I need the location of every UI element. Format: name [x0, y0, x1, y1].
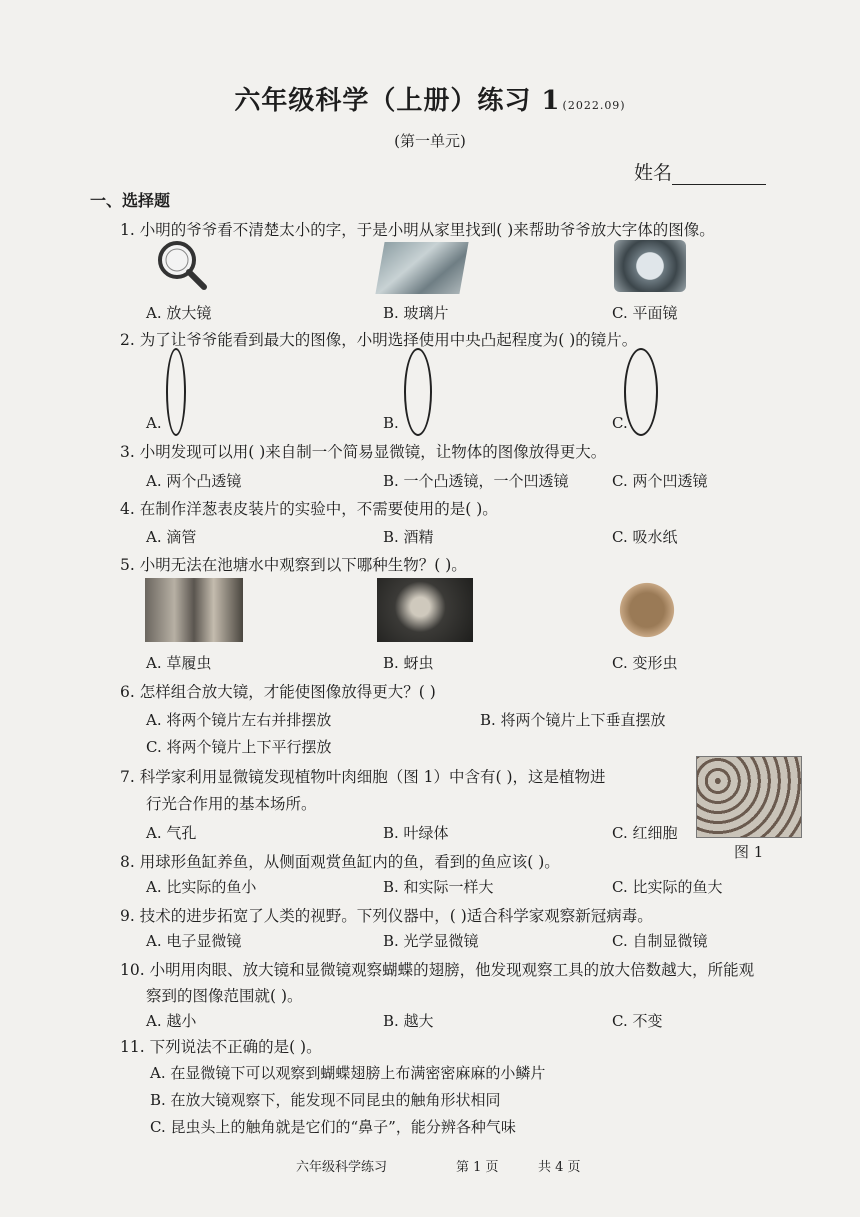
q11-option-a: A. 在显微镜下可以观察到蝴蝶翅膀上布满密密麻麻的小鳞片: [150, 1064, 546, 1082]
question-4: 4. 在制作洋葱表皮装片的实验中，不需要使用的是( )。: [120, 500, 498, 518]
q11-option-c: C. 昆虫头上的触角就是它们的“鼻子”，能分辨各种气味: [150, 1118, 516, 1136]
q7-option-a: A. 气孔: [146, 824, 197, 842]
page-title: [0, 80, 860, 117]
title-text: 六年级科学（上册）练习 1: [234, 86, 561, 116]
q8-option-c: C. 比实际的鱼大: [612, 878, 723, 896]
footer-title: 六年级科学练习: [296, 1160, 388, 1175]
q9-option-b: B. 光学显微镜: [383, 932, 479, 950]
name-field: [634, 158, 766, 185]
question-10-continued: 察到的图像范围就( )。: [146, 987, 303, 1005]
q4-option-c: C. 吸水纸: [612, 528, 678, 546]
question-6: 6. 怎样组合放大镜，才能使图像放得更大？( ): [120, 683, 436, 701]
q4-option-a: A. 滴管: [146, 528, 197, 546]
q5-option-a: A. 草履虫: [146, 654, 212, 672]
paramecium-image: [145, 578, 243, 642]
title-date: (2022.09): [562, 99, 626, 112]
amoeba-image: [612, 576, 682, 644]
question-8: 8. 用球形鱼缸养鱼，从侧面观赏鱼缸内的鱼，看到的鱼应该( )。: [120, 853, 560, 871]
q10-option-c: C. 不变: [612, 1012, 663, 1030]
lens-thick-icon: [624, 348, 658, 436]
q2-option-b: B.: [383, 414, 399, 432]
question-7-continued: 行光合作用的基本场所。: [146, 795, 317, 813]
q8-option-a: A. 比实际的鱼小: [146, 878, 257, 896]
footer-page-total: 共 4 页: [538, 1160, 581, 1175]
q5-option-c: C. 变形虫: [612, 654, 678, 672]
name-label: 姓名: [634, 162, 673, 184]
glass-sheet-image: [375, 242, 468, 294]
question-2: 2. 为了让爷爷能看到最大的图像，小明选择使用中央凸起程度为( )的镜片。: [120, 331, 638, 349]
leaf-cell-figure: [696, 756, 802, 838]
question-5: 5. 小明无法在池塘水中观察到以下哪种生物？( )。: [120, 556, 467, 574]
lens-thin-icon: [166, 348, 186, 436]
lens-medium-icon: [404, 348, 432, 436]
question-7: 7. 科学家利用显微镜发现植物叶肉细胞（图 1）中含有( )，这是植物进: [120, 768, 606, 786]
page-subtitle: (第一单元): [394, 132, 466, 150]
plane-mirror-image: [614, 240, 686, 292]
question-9: 9. 技术的进步拓宽了人类的视野。下列仪器中，( )适合科学家观察新冠病毒。: [120, 907, 653, 925]
q3-option-c: C. 两个凹透镜: [612, 472, 708, 490]
q9-option-c: C. 自制显微镜: [612, 932, 708, 950]
q5-option-b: B. 蚜虫: [383, 654, 434, 672]
question-10: 10. 小明用肉眼、放大镜和显微镜观察蝴蝶的翅膀，他发现观察工具的放大倍数越大，所能观: [120, 961, 755, 979]
magnifier-icon: [156, 239, 208, 291]
aphid-image: [377, 578, 473, 642]
q3-option-b: B. 一个凸透镜，一个凹透镜: [383, 472, 569, 490]
q6-option-b: B. 将两个镜片上下垂直摆放: [480, 711, 666, 729]
footer-page-number: 第 1 页: [456, 1160, 499, 1175]
q2-option-a: A.: [146, 414, 162, 432]
question-1: 1. 小明的爷爷看不清楚太小的字，于是小明从家里找到( )来帮助爷爷放大字体的图像。: [120, 221, 715, 239]
q2-option-c: C.: [612, 414, 628, 432]
q7-option-b: B. 叶绿体: [383, 824, 449, 842]
q1-option-b: B. 玻璃片: [383, 304, 449, 322]
question-3: 3. 小明发现可以用( )来自制一个简易显微镜，让物体的图像放得更大。: [120, 443, 607, 461]
q3-option-a: A. 两个凸透镜: [146, 472, 242, 490]
figure-1-label: 图 1: [734, 843, 764, 861]
q7-option-c: C. 红细胞: [612, 824, 678, 842]
q6-option-c: C. 将两个镜片上下平行摆放: [146, 738, 332, 756]
question-11: 11. 下列说法不正确的是( )。: [120, 1038, 322, 1056]
q4-option-b: B. 酒精: [383, 528, 434, 546]
q8-option-b: B. 和实际一样大: [383, 878, 494, 896]
q6-option-a: A. 将两个镜片左右并排摆放: [146, 711, 332, 729]
q1-option-a: A. 放大镜: [146, 304, 212, 322]
q10-option-b: B. 越大: [383, 1012, 434, 1030]
name-blank: [672, 166, 766, 185]
q9-option-a: A. 电子显微镜: [146, 932, 242, 950]
section-heading: 一、选择题: [90, 191, 171, 210]
q11-option-b: B. 在放大镜观察下，能发现不同昆虫的触角形状相同: [150, 1091, 501, 1109]
q1-option-c: C. 平面镜: [612, 304, 678, 322]
q10-option-a: A. 越小: [146, 1012, 197, 1030]
